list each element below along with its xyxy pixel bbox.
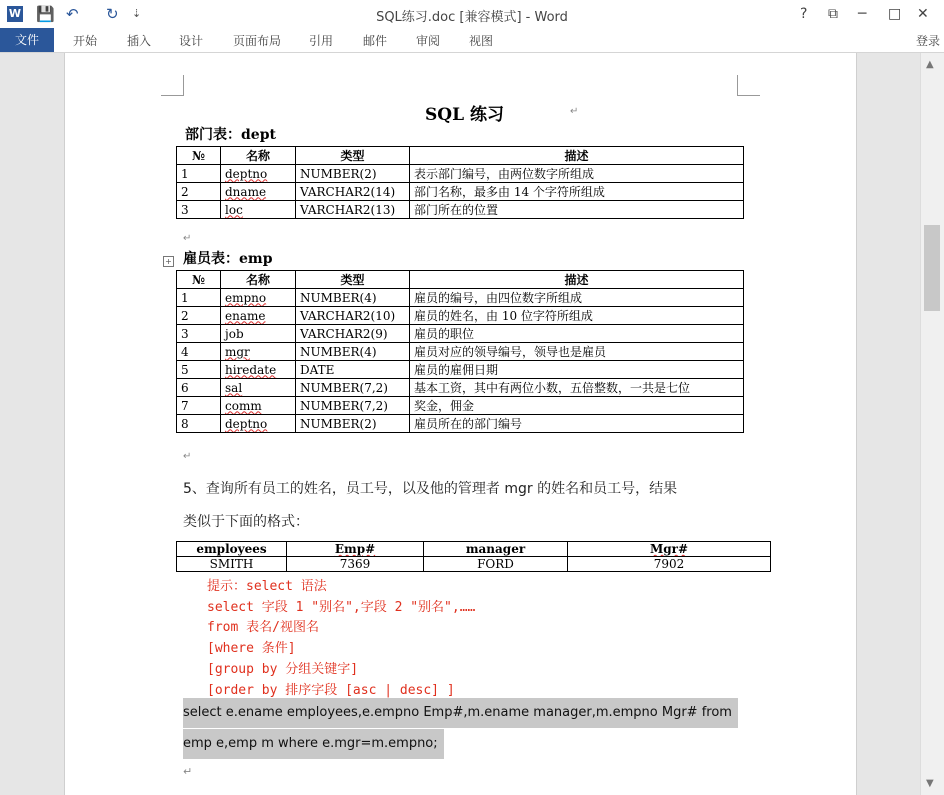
table-row [177,343,744,361]
table-row [177,183,744,201]
table-row [177,325,744,343]
table-cell: loc [221,201,296,219]
window-title: SQL练习.doc [兼容模式] - Word [376,10,568,25]
hint-line: [order by 排序字段 [asc | desc] ] [207,683,455,698]
table-header-row [177,542,771,557]
table-row [177,289,744,307]
hint-line: [group by 分组关键字] [207,662,359,677]
col-header: Mgr# [568,542,771,557]
table-cell: comm [221,397,296,415]
table-cell: 雇员的雇佣日期 [410,361,744,379]
tab-mailings[interactable]: 邮件 [363,34,388,48]
tab-file[interactable]: 文件 [0,28,54,52]
table-cell: hiredate [221,361,296,379]
table-row [177,379,744,397]
scroll-up-icon[interactable]: ▲ [926,59,934,70]
margin-mark-right [737,75,760,96]
table-cell: NUMBER(4) [296,343,410,361]
table-row [177,201,744,219]
table-cell: VARCHAR2(14) [296,183,410,201]
table-cell: DATE [296,361,410,379]
table-cell: 5 [177,361,221,379]
tab-review[interactable]: 审阅 [416,34,441,48]
table-cell: 部门名称，最多由 14 个字符所组成 [410,183,744,201]
table-cell: 7902 [568,557,771,572]
close-button[interactable]: ✕ [917,6,929,22]
table-cell: NUMBER(4) [296,289,410,307]
customize-quick-access-icon[interactable]: ⇣ [132,7,142,20]
table-cell: FORD [424,557,568,572]
col-header: № [177,271,221,289]
col-header: 描述 [410,271,744,289]
table-header-row [177,271,744,289]
sign-in-link[interactable]: 登录 [915,34,940,48]
table-cell: 2 [177,307,221,325]
ribbon-display-options-button[interactable]: ⧉ [828,6,838,22]
table-row [177,361,744,379]
tab-insert[interactable]: 插入 [127,34,152,48]
table-cell: mgr [221,343,296,361]
hint-line: [where 条件] [207,641,296,656]
table-move-handle-icon[interactable]: + [163,256,174,267]
table-cell: VARCHAR2(9) [296,325,410,343]
table-cell: deptno [221,165,296,183]
table-cell: 雇员的职位 [410,325,744,343]
hint-line: select 字段 1 "别名",字段 2 "别名",…… [207,600,476,615]
question-text: 5、查询所有员工的姓名，员工号，以及他的管理者 mgr 的姓名和员工号，结果 [183,481,678,497]
table-cell: NUMBER(7,2) [296,397,410,415]
col-header: 描述 [410,147,744,165]
table-cell: NUMBER(2) [296,415,410,433]
emp-table [176,270,744,433]
col-header: 名称 [221,271,296,289]
emp-heading: 雇员表：emp [183,251,273,267]
tab-design[interactable]: 设计 [179,34,204,48]
table-header-row [177,147,744,165]
sql-line: select e.ename employees,e.empno Emp#,m.ename manager,m.empno Mgr# from [183,698,738,728]
paragraph-mark: ↵ [183,451,192,462]
table-cell: 3 [177,325,221,343]
table-cell: empno [221,289,296,307]
ribbon-tabs [0,28,944,53]
table-cell: 雇员所在的部门编号 [410,415,744,433]
table-cell: dname [221,183,296,201]
table-cell: NUMBER(7,2) [296,379,410,397]
table-cell: 表示部门编号，由两位数字所组成 [410,165,744,183]
table-cell: VARCHAR2(10) [296,307,410,325]
table-cell: 奖金，佣金 [410,397,744,415]
minimize-button[interactable]: ─ [858,6,867,22]
document-page[interactable] [64,53,857,795]
undo-icon[interactable]: ↶ [66,5,79,23]
col-header: Emp# [287,542,424,557]
result-format-table [176,541,771,572]
table-cell: 1 [177,289,221,307]
hint-line: 提示：select 语法 [207,579,327,594]
tab-references[interactable]: 引用 [309,34,334,48]
maximize-button[interactable]: □ [888,6,902,22]
table-cell: VARCHAR2(13) [296,201,410,219]
table-row [177,165,744,183]
table-cell: 2 [177,183,221,201]
col-header: manager [424,542,568,557]
sql-line: emp e,emp m where e.mgr=m.empno; [183,729,444,759]
dept-heading: 部门表：dept [185,127,276,143]
table-cell: 雇员对应的领导编号，领导也是雇员 [410,343,744,361]
table-cell: 8 [177,415,221,433]
table-cell: 基本工资，其中有两位小数，五倍整数，一共是七位 [410,379,744,397]
table-cell: 6 [177,379,221,397]
scroll-down-icon[interactable]: ▼ [926,778,934,789]
table-cell: 雇员的姓名，由 10 位字符所组成 [410,307,744,325]
document-title: SQL 练习 [425,105,504,125]
tab-view[interactable]: 视图 [469,34,494,48]
table-cell: deptno [221,415,296,433]
table-cell: 1 [177,165,221,183]
help-button[interactable]: ? [800,6,808,22]
col-header: 名称 [221,147,296,165]
col-header: № [177,147,221,165]
table-cell: ename [221,307,296,325]
title-bar [0,0,944,28]
tab-page-layout[interactable]: 页面布局 [233,34,282,48]
col-header: employees [177,542,287,557]
paragraph-mark: ↵ [183,765,193,778]
table-cell: job [221,325,296,343]
margin-mark-left [161,75,184,96]
table-row [177,415,744,433]
document-area [0,53,920,795]
tab-home[interactable]: 开始 [73,34,98,48]
scrollbar-thumb[interactable] [924,225,940,311]
table-cell: 7369 [287,557,424,572]
hint-line: from 表名/视图名 [207,620,319,635]
table-row [177,397,744,415]
table-cell: SMITH [177,557,287,572]
table-cell: 7 [177,397,221,415]
save-icon[interactable]: 💾 [36,5,55,23]
table-cell: 4 [177,343,221,361]
table-row [177,307,744,325]
col-header: 类型 [296,271,410,289]
redo-icon[interactable]: ↻ [106,5,119,23]
table-cell: sal [221,379,296,397]
vertical-scrollbar[interactable] [920,53,944,795]
table-cell: 3 [177,201,221,219]
paragraph-mark: ↵ [570,106,579,117]
question-text: 类似于下面的格式： [183,514,309,530]
table-cell: 雇员的编号，由四位数字所组成 [410,289,744,307]
col-header: 类型 [296,147,410,165]
paragraph-mark: ↵ [183,233,192,244]
table-cell: NUMBER(2) [296,165,410,183]
word-app-icon[interactable]: W [8,7,22,20]
table-row [177,557,771,572]
dept-table [176,146,744,219]
table-cell: 部门所在的位置 [410,201,744,219]
